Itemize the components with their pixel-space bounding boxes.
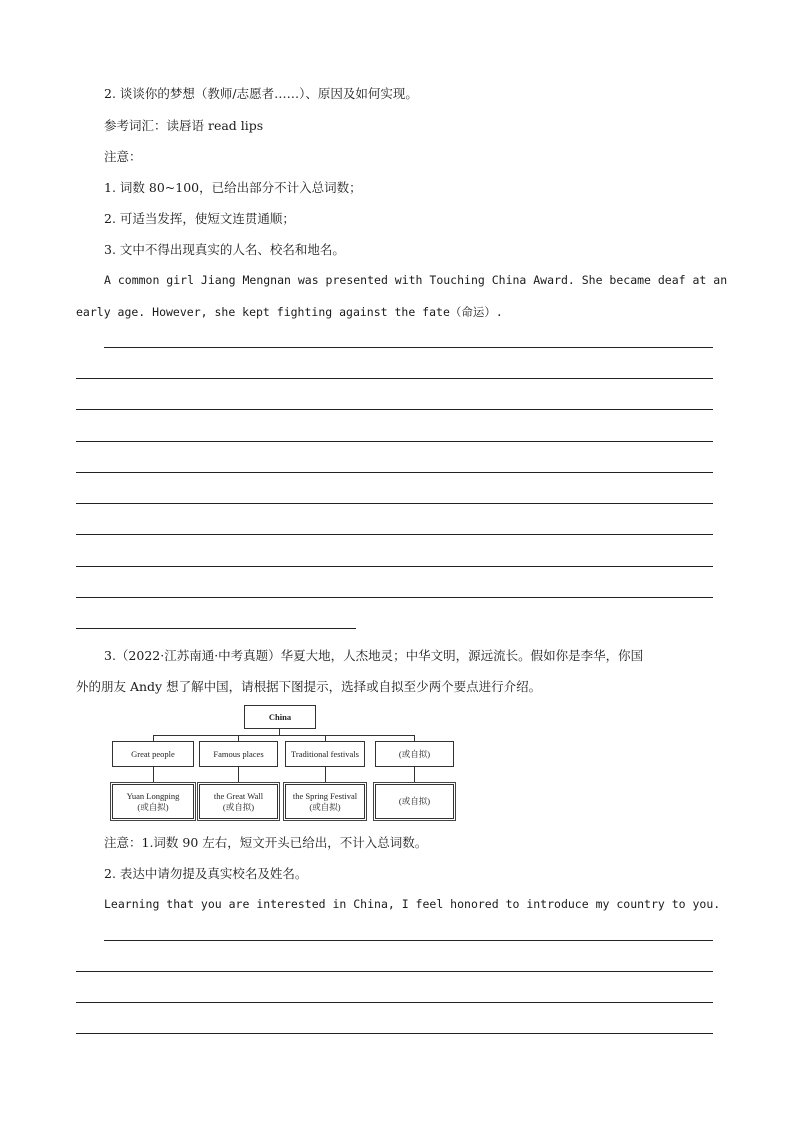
writing-line bbox=[104, 347, 713, 348]
q3-title-line-2: 外的朋友 Andy 想了解中国，请根据下图提示，选择或自拟至少两个要点进行介绍。 bbox=[76, 679, 542, 694]
writing-line bbox=[76, 597, 713, 598]
diagram-connector bbox=[414, 767, 415, 784]
q2-title: 2. 谈谈你的梦想（教师/志愿者……）、原因及如何实现。 bbox=[104, 86, 418, 101]
diagram-connector bbox=[153, 735, 415, 736]
writing-line bbox=[76, 971, 713, 972]
diagram-example-yuan-longping bbox=[112, 784, 194, 819]
q3-note-1: 注意：1.词数 90 左右，短文开头已给出，不计入总词数。 bbox=[104, 835, 428, 850]
writing-line bbox=[76, 1033, 713, 1034]
example-note: (或自拟) bbox=[137, 801, 169, 812]
diagram-category-famous-places: Famous places bbox=[199, 741, 278, 767]
diagram-connector bbox=[153, 767, 154, 784]
writing-line-short bbox=[76, 628, 356, 629]
diagram-example-spring-festival bbox=[285, 784, 365, 819]
example-note: (或自拟) bbox=[309, 801, 341, 812]
q2-prompt-line-1: A common girl Jiang Mengnan was presented with Touching China Award. She became deaf at an bbox=[104, 273, 728, 287]
q2-note-2: 2. 可适当发挥，使短文连贯通顺； bbox=[104, 211, 295, 226]
writing-line bbox=[76, 503, 713, 504]
writing-line bbox=[76, 534, 713, 535]
writing-line bbox=[76, 378, 713, 379]
writing-line bbox=[76, 409, 713, 410]
writing-line bbox=[76, 1002, 713, 1003]
q2-vocab: 参考词汇：读唇语 read lips bbox=[104, 118, 264, 133]
example-note: (或自拟) bbox=[222, 801, 255, 812]
q2-note-1: 1. 词数 80~100，已给出部分不计入总词数； bbox=[104, 180, 362, 195]
q2-note-3: 3. 文中不得出现真实的人名、校名和地名。 bbox=[104, 242, 345, 257]
diagram-root: China bbox=[244, 705, 316, 729]
diagram-example-custom bbox=[375, 784, 454, 819]
diagram-category-traditional-festivals: Traditional festivals bbox=[285, 741, 365, 767]
writing-line bbox=[76, 472, 713, 473]
example-note: (或自拟) bbox=[398, 796, 431, 807]
diagram-category-great-people: Great people bbox=[112, 741, 194, 767]
writing-line bbox=[76, 441, 713, 442]
example-name: Yuan Longping bbox=[126, 790, 180, 801]
writing-line bbox=[76, 566, 713, 567]
diagram-category-custom: (或自拟) bbox=[375, 741, 454, 767]
q3-prompt: Learning that you are interested in China, I feel honored to introduce my country to you. bbox=[104, 897, 721, 911]
q2-notes-heading: 注意： bbox=[104, 149, 142, 164]
q2-prompt-line-2: early age. However, she kept fighting against the fate（命运）. bbox=[76, 305, 503, 319]
diagram-connector bbox=[238, 767, 239, 784]
diagram-example-great-wall bbox=[199, 784, 278, 819]
writing-line bbox=[104, 940, 713, 941]
example-name: the Spring Festival bbox=[292, 790, 358, 801]
diagram-connector bbox=[325, 767, 326, 784]
q3-title-line-1: 3.（2022·江苏南通·中考真题）华夏大地，人杰地灵；中华文明，源远流长。假如你是李华，你国 bbox=[104, 648, 644, 663]
example-name: the Great Wall bbox=[213, 790, 264, 801]
q3-note-2: 2. 表达中请勿提及真实校名及姓名。 bbox=[104, 866, 308, 881]
